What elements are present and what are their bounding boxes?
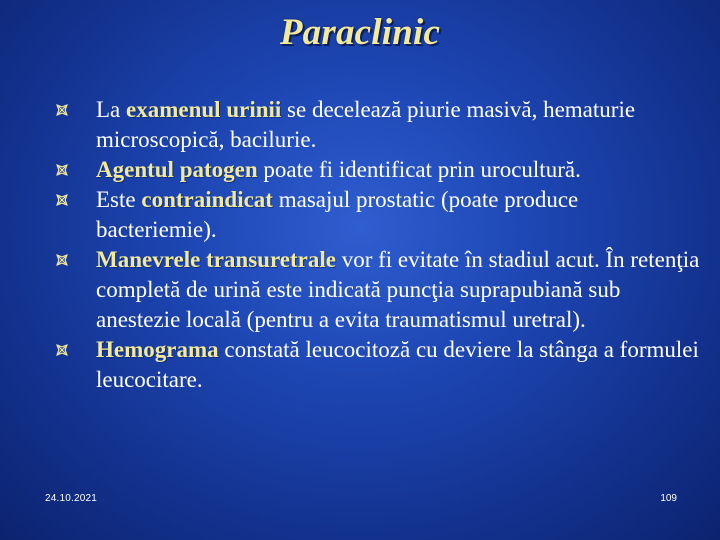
bullet-item <box>0 95 720 155</box>
four-diamond-bullet-icon <box>51 159 74 182</box>
bullet-text <box>96 95 701 155</box>
bullet-text-emphasis: Manevrele transuretrale <box>96 247 336 272</box>
bullet-text-emphasis: contraindicat <box>141 187 273 212</box>
bullet-text-emphasis: examenul urinii <box>126 97 282 122</box>
bullet-list <box>0 95 720 395</box>
bullet-text-post: vor fi evitate în stadiul acut. În retenţia completă de urină este indicată puncţia suprapubiană sub anestezie locală (pentru a evita traumatismul uretral). <box>96 247 700 332</box>
footer-date: 24.10.2021 <box>45 493 98 504</box>
bullet-text-pre: La <box>96 97 127 122</box>
bullet-text <box>96 245 701 335</box>
four-diamond-bullet-icon <box>51 339 74 362</box>
bullet-item <box>0 155 720 185</box>
bullet-text-post: masajul prostatic (poate produce bacteriemie). <box>96 187 579 242</box>
four-diamond-bullet-icon <box>51 249 74 272</box>
bullet-text-post: poate fi identificat prin urocultură. <box>257 157 581 182</box>
bullet-text-emphasis: Hemograma <box>96 337 219 362</box>
bullet-text-emphasis: Agentul patogen <box>96 157 258 182</box>
bullet-text-post: se decelează piurie masivă, hematurie microscopică, bacilurie. <box>96 97 636 152</box>
bullet-text <box>96 155 701 185</box>
bullet-text-pre: Este <box>96 187 142 212</box>
bullet-text-post: constată leucocitoză cu deviere la stânga a formulei leucocitare. <box>96 337 699 392</box>
bullet-item <box>0 335 720 395</box>
four-diamond-bullet-icon <box>51 189 74 212</box>
bullet-item <box>0 185 720 245</box>
footer-page-number: 109 <box>660 493 677 504</box>
bullet-item <box>0 245 720 335</box>
slide-title: Paraclinic <box>279 12 441 53</box>
bullet-text <box>96 335 701 395</box>
four-diamond-bullet-icon <box>51 99 74 122</box>
bullet-text <box>96 185 701 245</box>
